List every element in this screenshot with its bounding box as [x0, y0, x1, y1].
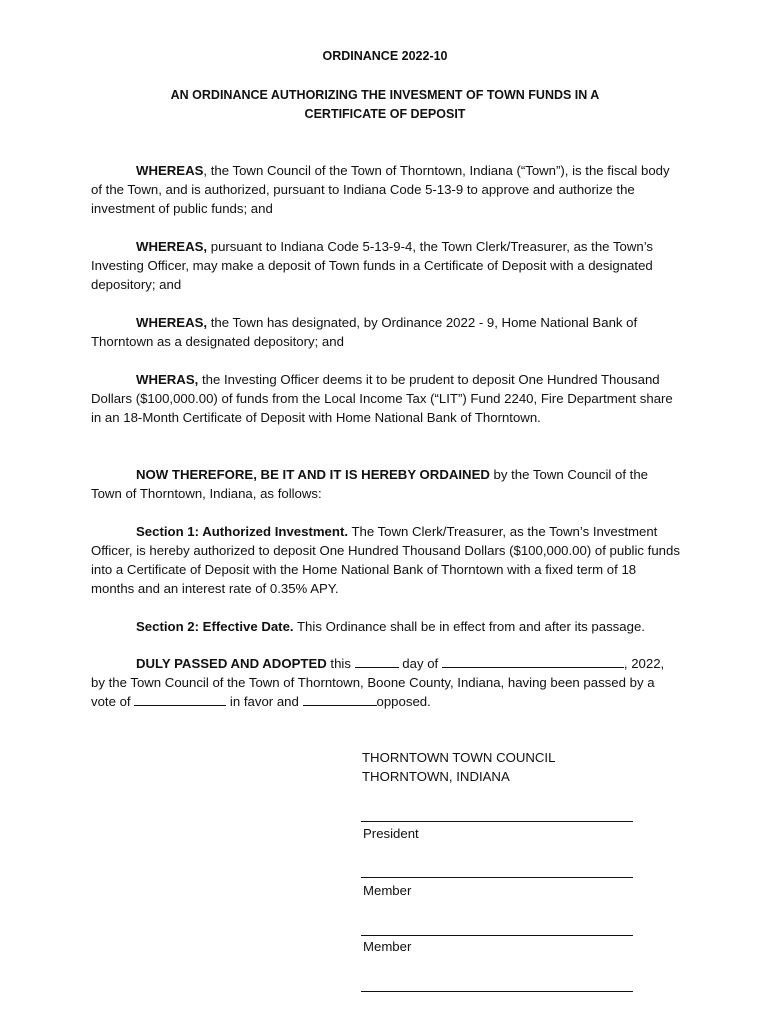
ordained-text: by the Town Council of the Town of Thorntown, Indiana, as follows: [91, 467, 648, 501]
day-blank [355, 655, 399, 668]
passage-text: day of [398, 656, 442, 671]
recital-text: pursuant to Indiana Code 5-13-9-4, the Town Clerk/Treasurer, as the Town’s Investing Officer, may make a deposit of Town funds in a Certificate of Deposit with a designated depository; and [91, 239, 654, 292]
recital-lead: WHEREAS, [136, 315, 208, 330]
recital-2 [91, 237, 681, 294]
recital-text: , the Town Council of the Town of Thorntown, Indiana (“Town”), is the fiscal body of the Town, and is authorized, pursuant to Indiana Code 5-13-9 to approve and authorize the investment of public funds; and [91, 163, 670, 216]
council-name: THORNTOWN TOWN COUNCIL [362, 750, 556, 765]
passage-text: opposed. [376, 694, 431, 709]
opposed-blank [303, 693, 377, 706]
signature-line-president [361, 821, 633, 822]
recital-lead: WHEREAS [136, 163, 204, 178]
section-text: This Ordinance shall be in effect from and after its passage. [293, 619, 645, 634]
section-2 [91, 617, 681, 636]
recital-text: the Town has designated, by Ordinance 2022 - 9, Home National Bank of Thorntown as a designated depository; and [91, 315, 638, 349]
signature-line-member-2 [361, 935, 633, 936]
signature-line-member-3 [361, 991, 633, 992]
recital-3 [91, 313, 681, 351]
signature-label-member-1: Member [363, 883, 412, 898]
section-text: The Town Clerk/Treasurer, as the Town’s Investment Officer, is hereby authorized to deposit One Hundred Thousand Dollars ($100,000.00) of public funds into a Certificate of Deposit with the Home National Bank of Thorntown with a fixed term of 18 months and an interest rate of 0.35% APY. [91, 524, 680, 596]
recital-text: the Investing Officer deems it to be prudent to deposit One Hundred Thousand Dollars ($100,000.00) of funds from the Local Income Tax (“LIT”) Fund 2240, Fire Department share in an 18-Month Certificate of Deposit with Home National Bank of Thorntown. [91, 372, 673, 425]
ordained-lead: NOW THEREFORE, BE IT AND IT IS HEREBY ORDAINED [136, 467, 490, 482]
passage-text: this [326, 656, 355, 671]
passage-clause [91, 654, 681, 711]
signature-label-president: President [363, 826, 419, 841]
ordained-clause [91, 465, 681, 503]
section-heading: Section 2: Effective Date. [136, 619, 294, 634]
signature-label-member-2: Member [363, 939, 412, 954]
ordinance-title-line1: AN ORDINANCE AUTHORIZING THE INVESMENT OF TOWN FUNDS IN A [170, 88, 600, 102]
recital-lead: WHERAS, [136, 372, 199, 387]
recital-lead: WHEREAS, [136, 239, 208, 254]
in-favor-blank [134, 693, 226, 706]
passage-lead: DULY PASSED AND ADOPTED [136, 656, 327, 671]
signature-line-member-1 [361, 877, 633, 878]
ordinance-number: ORDINANCE 2022-10 [322, 49, 448, 63]
recital-4 [91, 370, 681, 427]
section-heading: Section 1: Authorized Investment. [136, 524, 349, 539]
section-1 [91, 522, 681, 598]
month-blank [442, 655, 624, 668]
ordinance-title-line2: CERTIFICATE OF DEPOSIT [304, 107, 466, 121]
passage-text: , 2022, by the Town Council of the Town of Thorntown, Boone County, Indiana, having been passed by a vote of [91, 656, 665, 709]
council-location: THORNTOWN, INDIANA [362, 769, 510, 784]
passage-text: in favor and [226, 694, 303, 709]
recital-1 [91, 161, 681, 218]
